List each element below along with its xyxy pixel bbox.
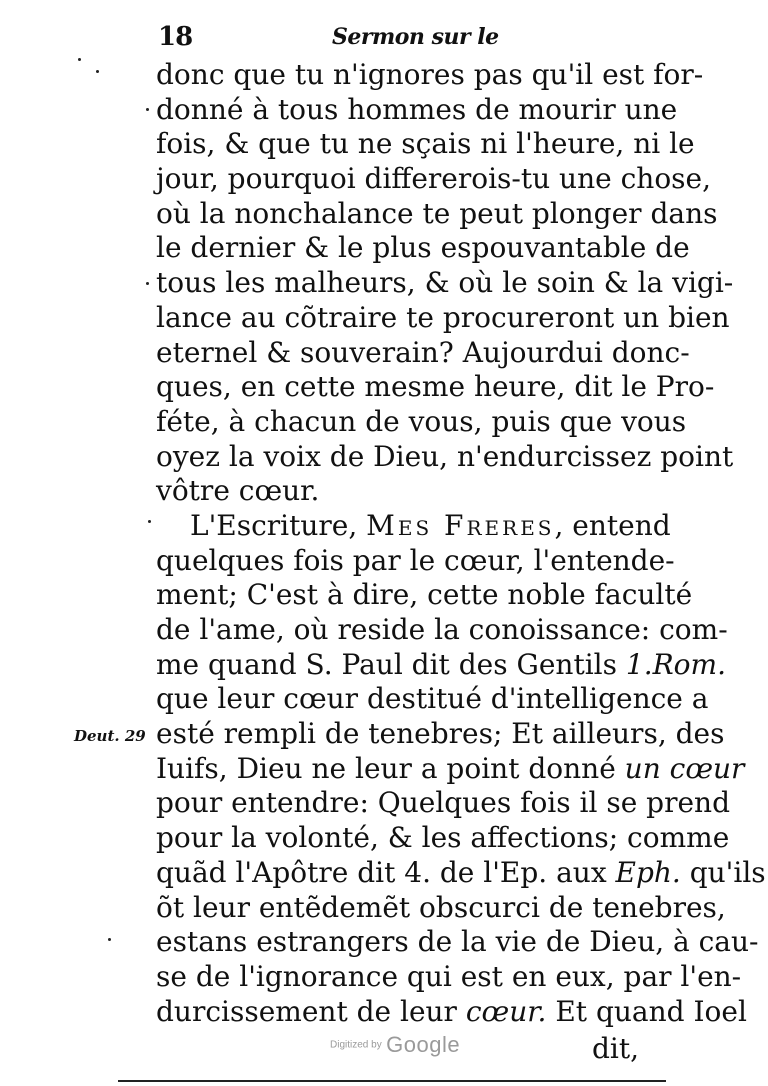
- catchword: dit,: [592, 1032, 640, 1065]
- print-speck: [96, 70, 99, 73]
- body-text: [156, 58, 766, 1029]
- text-line-iuifs: [156, 751, 745, 787]
- text-line: vôtre cœur.: [156, 474, 320, 508]
- running-head: Sermon sur le: [332, 24, 499, 50]
- text-line: eternel & souverain? Aujourdui donc-: [156, 335, 690, 369]
- text-line: donc que tu n'ignores pas qu'il est for-: [156, 58, 704, 91]
- margin-reference: Deut. 29: [74, 727, 146, 745]
- digitized-watermark: [330, 1032, 460, 1062]
- rom-reference: 1.Rom.: [625, 647, 726, 681]
- text-line: estans estrangers de la vie de Dieu, à cau-: [156, 925, 759, 959]
- italic-coeur: cœur.: [465, 994, 547, 1028]
- eph-reference: Eph.: [615, 855, 681, 889]
- print-speck: [146, 108, 149, 111]
- text-line: où la nonchalance te peut plonger dans: [156, 196, 718, 230]
- text-line: ques, en cette mesme heure, dit le Pro-: [156, 370, 715, 404]
- text-line: se de l'ignorance qui est en eux, par l'en-: [156, 959, 742, 993]
- text-line: de l'ame, où reside la conoissance: com-: [156, 613, 728, 646]
- page-number: 18: [158, 22, 193, 52]
- text-line: pour entendre: Quelques fois il se prend: [156, 786, 731, 820]
- text-line-rom: [156, 647, 726, 683]
- text-line: tous les malheurs, & où le soin & la vigi-: [156, 266, 734, 300]
- text-line: pour la volonté, & les affections; comme: [156, 821, 730, 855]
- text-line-last: [156, 994, 747, 1030]
- text-line: esté rempli de tenebres; Et ailleurs, des: [156, 717, 725, 751]
- print-speck: [78, 58, 81, 61]
- last-line-text: durcissement de leur: [156, 994, 466, 1028]
- watermark-prefix: Digitized by: [330, 1039, 382, 1051]
- text-line: le dernier & le plus espouvantable de: [156, 231, 690, 265]
- text-line: que leur cœur destitué d'intelligence a: [156, 682, 709, 716]
- text-line-eph: [156, 855, 766, 891]
- text-line: donné à tous hommes de mourir une: [156, 92, 678, 126]
- text-line: oyez la voix de Dieu, n'endurcissez point: [156, 439, 734, 473]
- text-line: fois, & que tu ne sçais ni l'heure, ni le: [156, 127, 695, 161]
- paragraph-start-line: [156, 508, 671, 544]
- text-line: ment; C'est à dire, cette noble faculté: [156, 578, 693, 612]
- para-end-text: , entend: [554, 508, 671, 542]
- para-start-text: L'Escriture,: [190, 508, 367, 542]
- italic-un-coeur: un cœur: [624, 751, 745, 785]
- eph-line-text: quãd l'Apôtre dit 4. de l'Ep. aux: [156, 855, 616, 889]
- page-header: [150, 22, 670, 58]
- text-line: féte, à chacun de vous, puis que vous: [156, 404, 687, 438]
- eph-line-end: qu'ils: [680, 855, 766, 889]
- text-line: õt leur entẽdemẽt obscurci de tenebres,: [156, 890, 726, 924]
- text-line: jour, pourquoi differerois-tu une chose,: [156, 162, 712, 196]
- print-speck: [146, 282, 149, 285]
- text-line: lance au cõtraire te procureront un bien: [156, 300, 730, 334]
- mes-freres-smallcaps: Mes Freres: [366, 508, 555, 542]
- bottom-rule: [118, 1080, 666, 1082]
- print-speck: [148, 520, 151, 523]
- iuifs-line-text: Iuifs, Dieu ne leur a point donné: [156, 751, 625, 785]
- rom-line-text: me quand S. Paul dit des Gentils: [156, 647, 626, 681]
- last-line-end: Et quand Ioel: [546, 994, 747, 1028]
- print-speck: [108, 938, 111, 941]
- text-line: quelques fois par le cœur, l'entende-: [156, 543, 675, 577]
- google-logo: Google: [386, 1032, 461, 1057]
